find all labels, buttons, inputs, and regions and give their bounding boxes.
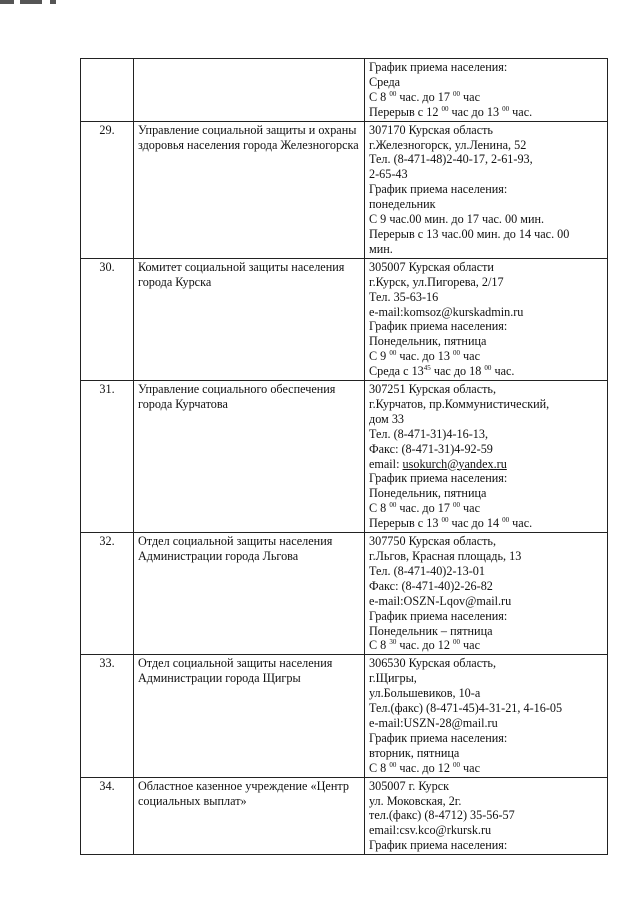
- table-row: [81, 533, 608, 655]
- institution-name: Отдел социальной защиты населения Администрации города Щигры: [134, 655, 365, 777]
- table-row: [81, 121, 608, 258]
- info-line: 307170 Курская область: [369, 122, 493, 137]
- info-line: График приема населения:: [369, 838, 508, 853]
- info-line: График приема населения:: [369, 730, 508, 745]
- contact-and-schedule: [365, 121, 608, 258]
- info-line: С 8 $^{00}$ час. до 17 $^{00}$ час: [369, 501, 480, 516]
- table-row: [81, 59, 608, 122]
- info-line: 305007 г. Курск: [369, 778, 450, 793]
- info-line: С 8 $^{30}$ час. до 12 $^{00}$ час: [369, 638, 480, 653]
- institution-name: Управление социальной защиты и охраны здоровья населения города Железногорска: [134, 121, 365, 258]
- row-number: 33.: [81, 655, 134, 777]
- info-line: мин.: [369, 241, 393, 256]
- row-number: 32.: [81, 533, 134, 655]
- institution-name: Отдел социальной защиты населения Администрации города Льгова: [134, 533, 365, 655]
- social-protection-offices-table: [80, 58, 608, 855]
- info-line: Тел. (8-471-48)2-40-17, 2-61-93,: [369, 152, 533, 167]
- info-line: email:csv.kco@rkursk.ru: [369, 823, 492, 838]
- info-line: Тел. 35-63-16: [369, 289, 439, 304]
- info-line: г.Железногорск, ул.Ленина, 52: [369, 137, 527, 152]
- info-line: Среда: [369, 74, 401, 89]
- contact-and-schedule: [365, 381, 608, 533]
- info-line: Тел.(факс) (8-471-45)4-31-21, 4-16-05: [369, 701, 563, 716]
- info-line: e-mail:OSZN-Lqov@mail.ru: [369, 593, 512, 608]
- institution-name: Комитет социальной защиты населения города Курска: [134, 258, 365, 380]
- info-line: 306530 Курская область,: [369, 656, 497, 671]
- info-line: вторник, пятница: [369, 745, 460, 760]
- info-line: График приема населения:: [369, 471, 508, 486]
- contact-and-schedule: [365, 655, 608, 777]
- table-row: [81, 258, 608, 380]
- info-line: Факс: (8-471-40)2-26-82: [369, 578, 493, 593]
- info-line: г.Курск, ул.Пигорева, 2/17: [369, 274, 504, 289]
- info-line: График приема населения:: [369, 319, 508, 334]
- info-line: Факс: (8-471-31)4-92-59: [369, 441, 493, 456]
- info-line: Понедельник – пятница: [369, 623, 493, 638]
- info-line: понедельник: [369, 197, 436, 212]
- institution-name: Управление социального обеспечения города Курчатова: [134, 381, 365, 533]
- info-line: 305007 Курская области: [369, 259, 494, 274]
- info-line: e-mail:komsoz@kurskadmin.ru: [369, 304, 524, 319]
- info-line: Понедельник, пятница: [369, 334, 487, 349]
- info-line: Понедельник, пятница: [369, 486, 487, 501]
- info-line: С 8 $^{00}$ час. до 12 $^{00}$ час: [369, 760, 480, 775]
- info-line: 307251 Курская область,: [369, 382, 497, 397]
- info-line: График приема населения:: [369, 182, 508, 197]
- scan-corner-mark: [0, 0, 64, 8]
- info-line: Перерыв с 13 час.00 мин. до 14 час. 00: [369, 226, 570, 241]
- table-row: [81, 655, 608, 777]
- info-line: С 9 $^{00}$ час. до 13 $^{00}$ час: [369, 349, 480, 364]
- info-line: Тел. (8-471-31)4-16-13,: [369, 426, 488, 441]
- info-line: С 8 $^{00}$ час. до 17 $^{00}$ час: [369, 89, 480, 104]
- contact-and-schedule: [365, 258, 608, 380]
- institution-name: Областное казенное учреждение «Центр социальных выплат»: [134, 777, 365, 855]
- contact-and-schedule: [365, 59, 608, 122]
- info-line: Тел. (8-471-40)2-13-01: [369, 563, 485, 578]
- info-line: 2-65-43: [369, 167, 408, 182]
- info-line: email: usokurch@yandex.ru: [369, 456, 507, 471]
- row-number: 31.: [81, 381, 134, 533]
- row-number: [81, 59, 134, 122]
- info-line: ул.Большевиков, 10-а: [369, 686, 481, 701]
- info-line: Перерыв с 13 $^{00}$ час до 14 $^{00}$ час.: [369, 516, 533, 531]
- contact-and-schedule: [365, 533, 608, 655]
- info-line: г.Льгов, Красная площадь, 13: [369, 549, 522, 563]
- info-line: С 9 час.00 мин. до 17 час. 00 мин.: [369, 212, 545, 227]
- info-line: Среда с $13^{45}$ час до 18 $^{00}$ час.: [369, 364, 515, 379]
- info-line: График приема населения:: [369, 60, 508, 74]
- info-line: г.Курчатов, пр.Коммунистический,: [369, 396, 550, 411]
- info-line: График приема населения:: [369, 608, 508, 623]
- info-line: Перерыв с 12 $^{00}$ час до 13 $^{00}$ час.: [369, 104, 533, 119]
- info-line: e-mail:USZN-28@mail.ru: [369, 715, 498, 730]
- info-line: ул. Моковская, 2г.: [369, 793, 462, 808]
- row-number: 30.: [81, 258, 134, 380]
- institution-name: [134, 59, 365, 122]
- contact-and-schedule: [365, 777, 608, 855]
- info-line: тел.(факс) (8-4712) 35-56-57: [369, 808, 515, 823]
- info-line: г.Щигры,: [369, 671, 417, 686]
- row-number: 29.: [81, 121, 134, 258]
- info-line: 307750 Курская область,: [369, 534, 497, 549]
- info-line: дом 33: [369, 411, 405, 426]
- table-row: [81, 381, 608, 533]
- row-number: 34.: [81, 777, 134, 855]
- table-row: [81, 777, 608, 855]
